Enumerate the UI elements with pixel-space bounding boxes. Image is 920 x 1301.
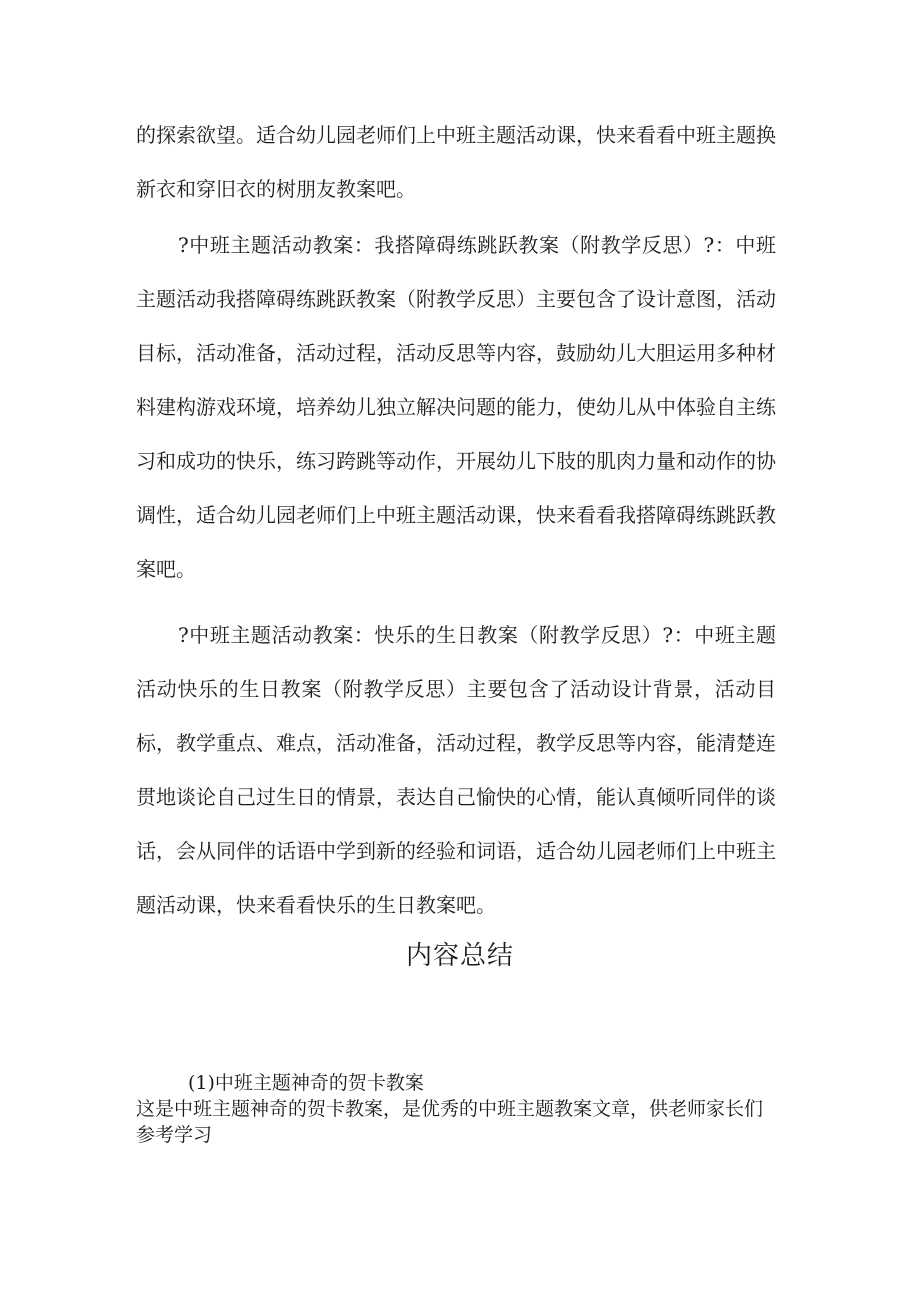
- summary-item: [136, 1070, 776, 1148]
- paragraph-intro-continuation: 的探索欲望。适合幼儿园老师们上中班主题活动课，快来看看中班主题换新衣和穿旧衣的树朋友教案吧。: [136, 123, 776, 201]
- paragraph-happy-birthday-lesson: ?中班主题活动教案：快乐的生日教案（附教学反思）?：中班主题活动快乐的生日教案（附教学反思）主要包含了活动设计背景，活动目标，教学重点、难点，活动准备，活动过程，教学反思等内容，能清楚连贯地谈论自己过生日的情景，表达自己愉快的心情，能认真倾听同伴的谈话，会从同伴的话语中学到新的经验和词语，适合幼儿园老师们上中班主题活动课，快来看看快乐的生日教案吧。: [136, 623, 776, 917]
- summary-item-description: 这是中班主题神奇的贺卡教案，是优秀的中班主题教案文章，供老师家长们参考学习: [136, 1098, 764, 1146]
- section-heading-summary: 内容总结: [405, 941, 514, 971]
- summary-item-title: (1)中班主题神奇的贺卡教案: [188, 1072, 424, 1094]
- paragraph-obstacle-jump-lesson: ?中班主题活动教案：我搭障碍练跳跃教案（附教学反思）?：中班主题活动我搭障碍练跳跃教案（附教学反思）主要包含了设计意图，活动目标，活动准备，活动过程，活动反思等内容，鼓励幼儿大胆运用多种材料建构游戏环境，培养幼儿独立解决问题的能力，使幼儿从中体验自主练习和成功的快乐，练习跨跳等动作，开展幼儿下肢的肌肉力量和动作的协调性，适合幼儿园老师们上中班主题活动课，快来看看我搭障碍练跳跃教案吧。: [136, 233, 776, 581]
